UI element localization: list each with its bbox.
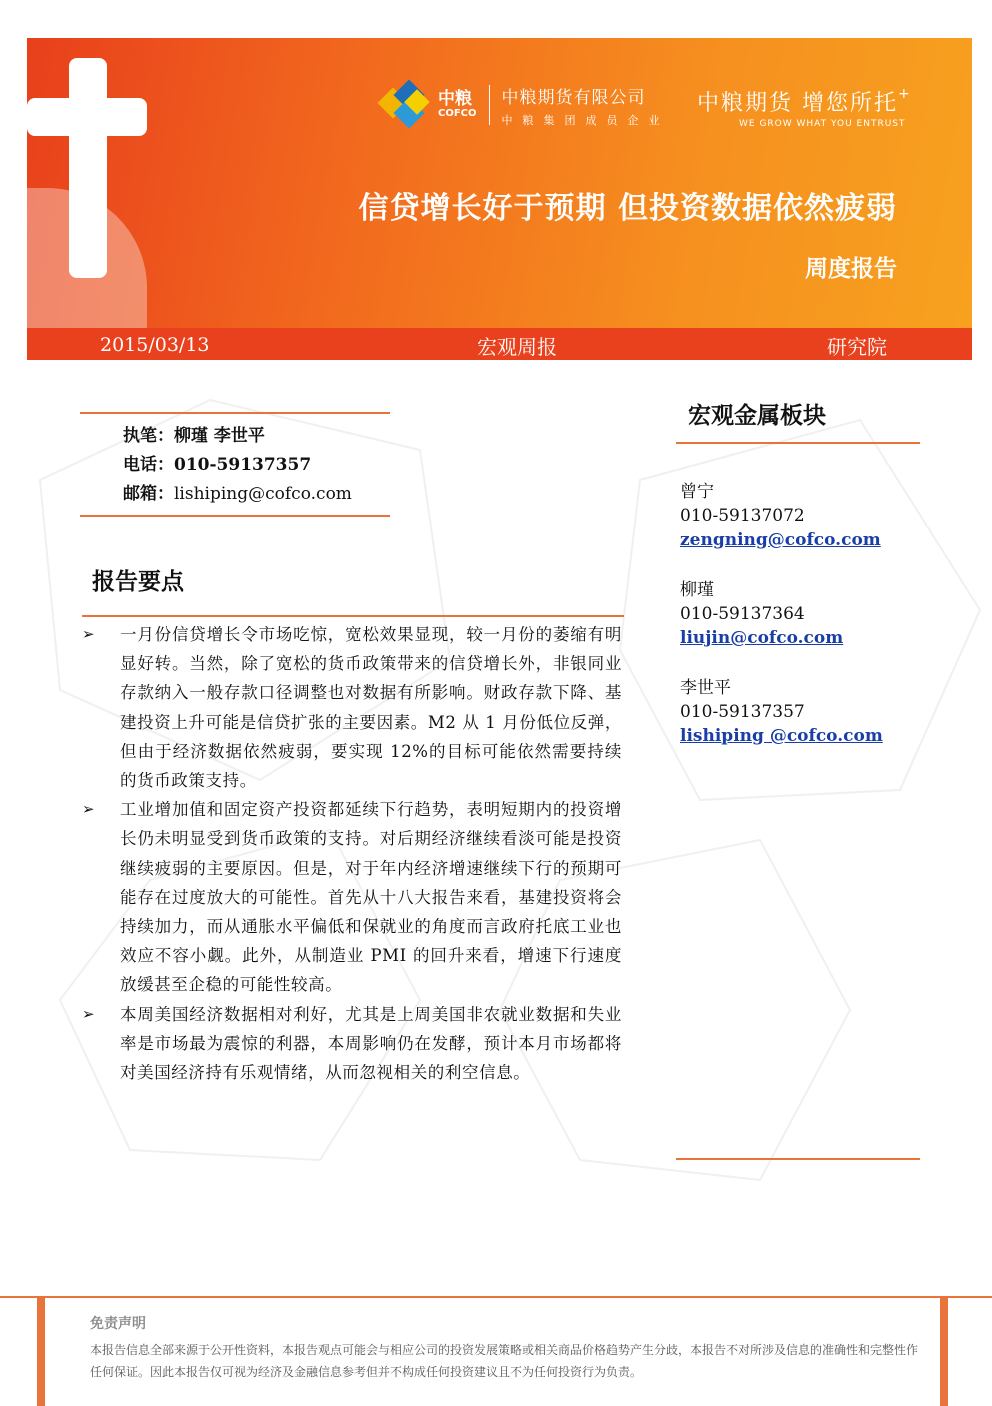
- author-email: [123, 479, 352, 504]
- bullet-text: 一月份信贷增长令市场吃惊，宽松效果显现，较一月份的萎缩有明显好转。当然，除了宽松的货币政策带来的信贷增长外，非银同业存款纳入一般存款口径调整也对数据有所影响。财政存款下降、基建投资上升可能是信贷扩张的主要因素。M2 从 1 月份低位反弹，但由于经济数据依然疲弱，要实现 12%的目标可能依然需要持续的货币政策支持。: [120, 625, 622, 791]
- author-rule-bottom: [80, 515, 390, 517]
- report-date: 2015/03/13: [100, 334, 210, 356]
- author-phone: [123, 450, 311, 475]
- contact-phone: 010-59137364: [680, 604, 805, 624]
- contact-card: [680, 676, 883, 748]
- disclaimer-text: 本报告信息全部来源于公开性资料，本报告观点可能会与相应公司的投资发展策略或相关商品价格趋势产生分歧，本报告不对所涉及信息的准确性和完整性作任何保证。因此本报告仅可视为经济及金融信息参考但并不构成任何投资建议且不为任何投资行为负责。: [90, 1343, 919, 1379]
- arrow-bullet-icon: ➢: [82, 625, 96, 643]
- slogan: [697, 86, 910, 129]
- writer-label: 执笔：: [123, 426, 174, 446]
- footer-rule: [0, 1296, 992, 1298]
- phone-value: 010-59137357: [174, 455, 312, 475]
- summary-bullets: [82, 620, 622, 1087]
- contact-name: 李世平: [680, 678, 731, 698]
- company-name: 中粮期货有限公司: [501, 87, 646, 108]
- arrow-bullet-icon: ➢: [82, 1004, 96, 1023]
- sidebar-rule-top: [676, 442, 920, 444]
- company-subtitle: 中粮集团成员企业: [501, 113, 670, 127]
- slogan-en: WE GROW WHAT YOU ENTRUST: [739, 119, 906, 129]
- footer-bar-right: [940, 1296, 948, 1406]
- footer-bar-left: [37, 1296, 45, 1406]
- email-value[interactable]: lishiping@cofco.com: [174, 484, 352, 504]
- slogan-plus-icon: +: [898, 86, 910, 102]
- plus-icon-vertical: [69, 58, 107, 278]
- logo-divider: [489, 85, 490, 125]
- summary-title: 报告要点: [92, 569, 184, 595]
- report-title: 信贷增长好于预期 但投资数据依然疲弱: [358, 191, 897, 226]
- summary-rule: [82, 615, 624, 617]
- email-label: 邮箱：: [123, 484, 174, 504]
- summary-bullet: [82, 620, 622, 795]
- report-subtitle: 周度报告: [805, 255, 897, 282]
- report-department: 研究院: [827, 335, 887, 359]
- phone-label: 电话：: [123, 455, 174, 475]
- bullet-text: 工业增加值和固定资产投资都延续下行趋势，表明短期内的投资增长仍未明显受到货币政策的支持。对后期经济继续看淡可能是投资继续疲弱的主要原因。但是，对于年内经济增速继续下行的预期可能存在过度放大的可能性。首先从十八大报告来看，基建投资将会持续加力，而从通胀水平偏低和保就业的角度而言政府托底工业也效应不容小觑。此外，从制造业 PMI 的回升来看，增速下行速度放缓甚至企稳的可能性较高。: [120, 800, 622, 995]
- contact-card: [680, 578, 843, 650]
- contact-name: 曾宁: [680, 482, 714, 502]
- slogan-cn: 中粮期货 增您所托: [697, 91, 898, 116]
- plus-icon-horizontal: [27, 98, 147, 136]
- author-rule-top: [80, 412, 390, 414]
- contact-email-link[interactable]: liujin@cofco.com: [680, 628, 844, 648]
- contact-phone: 010-59137072: [680, 506, 805, 526]
- disclaimer-title: 免责声明: [90, 1316, 146, 1332]
- sidebar-title: 宏观金属板块: [688, 403, 826, 429]
- summary-bullet: [82, 795, 622, 999]
- contact-name: 柳瑾: [680, 580, 714, 600]
- contact-email-link[interactable]: zengning@cofco.com: [680, 530, 881, 550]
- company-logo: [382, 82, 670, 128]
- bullet-text: 本周美国经济数据相对利好，尤其是上周美国非农就业数据和失业率是市场最为震惊的利器，本周影响仍在发酵，预计本月市场都将对美国经济持有乐观情绪，从而忽视相关的利空信息。: [120, 1004, 622, 1083]
- logo-text-en: COFCO: [438, 108, 477, 119]
- logo-text-cn: 中粮: [438, 89, 472, 109]
- contact-phone: 010-59137357: [680, 702, 805, 722]
- sidebar-rule-bottom: [676, 1158, 920, 1160]
- report-category: 宏观周报: [477, 335, 557, 359]
- contact-card: [680, 480, 881, 552]
- arrow-bullet-icon: ➢: [82, 800, 96, 819]
- summary-bullet: [82, 1000, 622, 1088]
- cofco-logo-icon: [382, 82, 430, 128]
- author-writer: [123, 421, 265, 446]
- writer-value: 柳瑾 李世平: [174, 426, 265, 446]
- contact-email-link[interactable]: lishiping @cofco.com: [680, 726, 883, 746]
- header-banner: [27, 38, 972, 360]
